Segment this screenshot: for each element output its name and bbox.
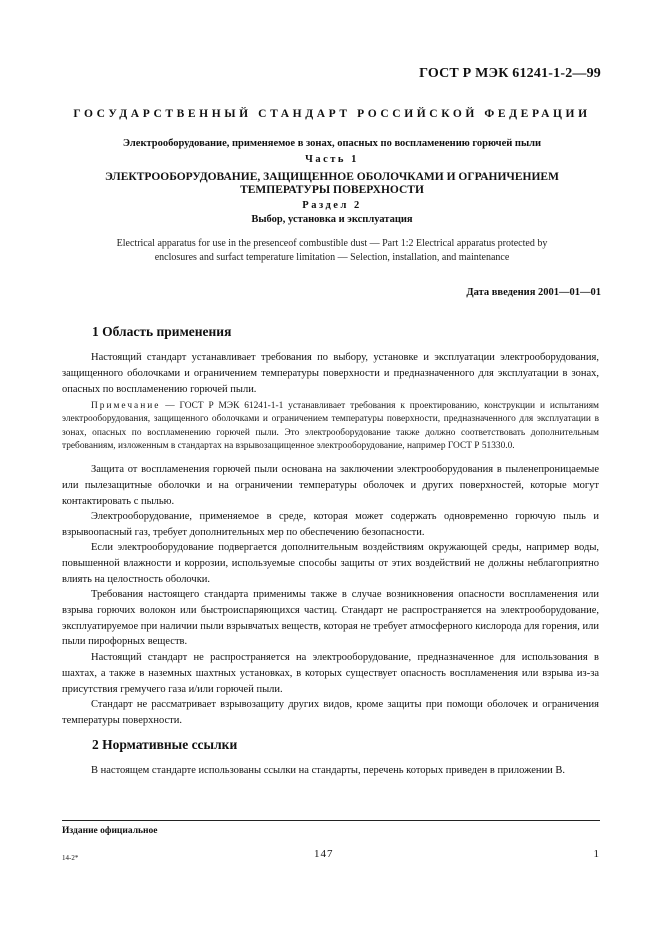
section-1-paragraph: Настоящий стандарт устанавливает требования по выбору, установке и эксплуатации электрооборудования, защищенного оболочками и ограничением температуры поверхности и предназначенного для эксплуатации в зонах, опасных по воспламенению горючей пыли.: [62, 352, 599, 395]
note-text: — ГОСТ Р МЭК 61241-1-1 устанавливает требования к проектированию, конструкции и испытаниям электрооборудования, защищенного оболочками и ограничением температуры поверхности, предназначенного для эксплуатации в зонах, опасных по воспламенению горючей пыли. Это электрооборудование также должно соответствовать дополнительным требованиям, изложенным в стандартах на взрывозащищенное электрооборудование, например ГОСТ Р 51330.0.: [62, 401, 599, 452]
section-1-paragraph: Настоящий стандарт не распространяется на электрооборудование, предназначенное для использования в шахтах, а также в наземных шахтных установках, в которых существует опасность воспламенения или взрыва из-за присутствия гремучего газа и/или горючей пыли.: [62, 652, 599, 695]
note-label: Примечание: [91, 401, 161, 411]
page-number-center: 147: [314, 848, 334, 860]
title-main-line2: ТЕМПЕРАТУРЫ ПОВЕРХНОСТИ: [240, 184, 424, 196]
section-1-heading: 1 Область применения: [92, 324, 232, 339]
english-title: [70, 237, 594, 265]
title-main-line1: ЭЛЕКТРООБОРУДОВАНИЕ, ЗАЩИЩЕННОЕ ОБОЛОЧКАМИ И ОГРАНИЧЕНИЕМ: [105, 171, 559, 183]
title-block: [62, 137, 602, 227]
edition-label: Издание официальное: [62, 826, 158, 836]
section-1-paragraph: Требования настоящего стандарта применимы также в случае возникновения опасности воспламенения или взрыва горючих волокон или быстроиспаряющихся частиц. Стандарт не распространяется на электрооборудование, эксплуатируемое при наличии пыли взрывчатых веществ, которая не требует атмосферного кислорода для горения, или пыли пирофорных веществ.: [62, 589, 599, 648]
section-2-heading: 2 Нормативные ссылки: [92, 737, 238, 752]
state-standard-heading: ГОСУДАРСТВЕННЫЙ СТАНДАРТ РОССИЙСКОЙ ФЕДЕРАЦИИ: [73, 108, 591, 120]
print-mark: 14-2*: [62, 854, 79, 862]
title-section: Раздел 2: [302, 200, 362, 211]
title-section-name: Выбор, установка и эксплуатация: [251, 214, 413, 225]
section-1-paragraph: Электрооборудование, применяемое в среде, которая может содержать одновременно горючую пыль и взрывоопасный газ, требует дополнительных мер по обеспечению безопасности.: [62, 511, 599, 538]
title-part: Часть 1: [305, 154, 359, 165]
section-1-paragraph: Если электрооборудование подвергается дополнительным воздействиям окружающей среды, например воды, повышенной влажности и коррозии, используемые способы защиты от этих воздействий не должны неблагоприятно влиять на целостность оболочки.: [62, 542, 599, 585]
english-title-line1: Electrical apparatus for use in the presenceof combustible dust — Part 1:2 Electrical apparatus protected by: [116, 238, 548, 249]
footer-divider: [62, 820, 600, 821]
section-2-paragraph: В настоящем стандарте использованы ссылки на стандарты, перечень которых приведен в приложении В.: [91, 765, 566, 776]
section-1-paragraph: Стандарт не рассматривает взрывозащиту других видов, кроме защиты при помощи оболочек и ограничения температуры поверхности.: [62, 699, 599, 726]
standard-code: ГОСТ Р МЭК 61241-1-2—99: [419, 66, 601, 81]
introduction-date: Дата введения 2001—01—01: [466, 287, 601, 298]
title-line: Электрооборудование, применяемое в зонах, опасных по воспламенению горючей пыли: [122, 138, 542, 149]
page-number-right: 1: [593, 848, 599, 860]
section-1-paragraph: Защита от воспламенения горючей пыли основана на заключении электрооборудования в пыленепроницаемые или пылезащитные оболочки и на ограничении температуры оболочек и других поверхностей, которые могут контактировать с пылью.: [62, 464, 599, 507]
english-title-line2: enclosures and surfact temperature limitation — Selection, installation, and maintenance: [154, 252, 510, 263]
note-paragraph: [62, 400, 599, 454]
